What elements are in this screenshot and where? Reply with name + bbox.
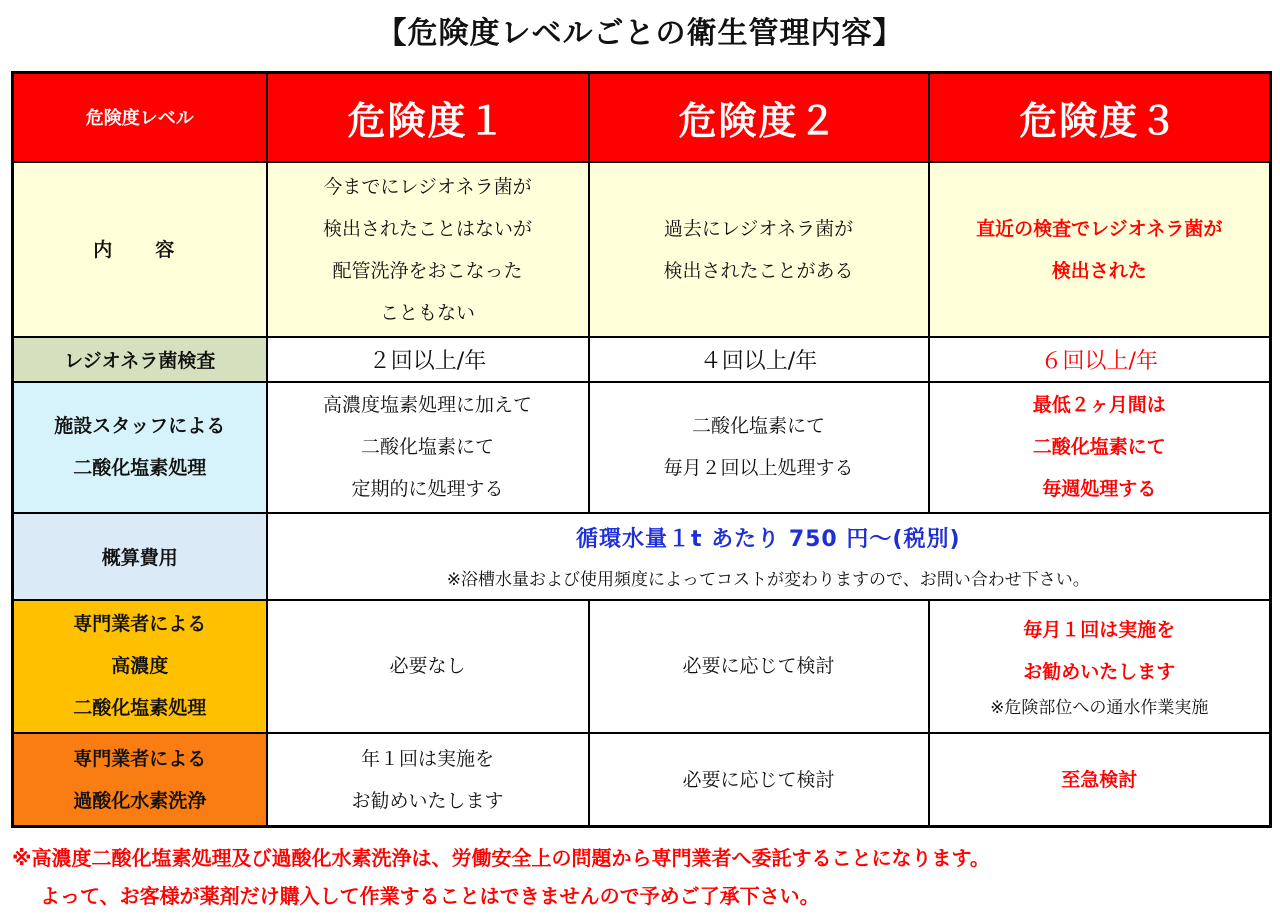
content-level-3-line: 検出された — [1051, 259, 1147, 282]
content-row-label: 内 容 — [13, 162, 267, 338]
cost-row — [13, 513, 1271, 600]
staff-level-3-line: 最低２ヶ月間は — [1032, 394, 1166, 417]
peroxide-wash-row — [13, 733, 1271, 826]
content-level-1-line: 今までにレジオネラ菌が — [323, 175, 532, 198]
header-row — [13, 73, 1271, 162]
header-label: 危険度レベル — [13, 73, 267, 162]
pro-treatment-row — [13, 600, 1271, 733]
staff-level-2-line: 毎月２回以上処理する — [663, 457, 854, 480]
content-row — [13, 162, 1271, 338]
footnote-line-2: よって、お客様が薬剤だけ購入して作業することはできませんので予めご了承下さい。 — [40, 884, 820, 908]
staff-level-1 — [267, 382, 589, 513]
pro-row-label-line: 二酸化塩素処理 — [73, 697, 207, 720]
content-level-3-line: 直近の検査でレジオネラ菌が — [976, 217, 1223, 240]
wash-level-3: 至急検討 — [929, 733, 1271, 826]
wash-level-1 — [267, 733, 589, 826]
footnote-line-1: ※高濃度二酸化塩素処理及び過酸化水素洗浄は、労働安全上の問題から専門業者へ委託することになります。 — [12, 846, 990, 870]
staff-level-3 — [929, 382, 1271, 513]
content-level-2-line: 検出されたことがある — [663, 259, 854, 282]
wash-row-label — [13, 733, 267, 826]
content-level-1 — [267, 162, 589, 338]
test-level-1: ２回以上/年 — [267, 337, 589, 381]
cost-row-label: 概算費用 — [13, 513, 267, 600]
staff-level-1-line: 二酸化塩素にて — [360, 436, 494, 459]
staff-level-2-line: 二酸化塩素にて — [691, 415, 825, 438]
legionella-test-row — [13, 337, 1271, 381]
pro-row-label-line: 高濃度 — [111, 655, 169, 678]
page-title: 【危険度レベルごとの衛生管理内容】 — [376, 16, 904, 51]
level-1-header: 危険度１ — [267, 73, 589, 162]
pro-level-3-line: 毎月１回は実施を — [1023, 619, 1176, 642]
pro-row-label — [13, 600, 267, 733]
pro-level-3-note: ※危険部位への通水作業実施 — [990, 698, 1209, 719]
staff-treatment-row — [13, 382, 1271, 513]
pro-row-label-line: 専門業者による — [73, 613, 207, 636]
level-3-header: 危険度３ — [929, 73, 1271, 162]
staff-level-2 — [589, 382, 929, 513]
staff-row-label-line: 二酸化塩素処理 — [73, 457, 207, 480]
staff-level-1-line: 定期的に処理する — [351, 478, 504, 501]
content-level-1-line: 配管洗浄をおこなった — [332, 259, 523, 282]
content-level-3 — [929, 162, 1271, 338]
pro-level-2: 必要に応じて検討 — [589, 600, 929, 733]
content-level-2 — [589, 162, 929, 338]
test-level-3: ６回以上/年 — [929, 337, 1271, 381]
test-level-2: ４回以上/年 — [589, 337, 929, 381]
content-level-1-line: 検出されたことはないが — [322, 217, 532, 240]
cost-main-text: 循環水量１t あたり 750 円～(税別) — [575, 527, 961, 553]
wash-level-1-line: 年１回は実施を — [360, 747, 494, 770]
wash-level-1-line: お勧めいたします — [351, 789, 504, 812]
test-row-label: レジオネラ菌検査 — [13, 337, 267, 381]
wash-row-label-line: 過酸化水素洗浄 — [73, 789, 207, 812]
level-2-header: 危険度２ — [589, 73, 929, 162]
cost-cell — [267, 513, 1271, 600]
pro-level-1: 必要なし — [267, 600, 589, 733]
wash-row-label-line: 専門業者による — [73, 747, 207, 770]
cost-note: ※浴槽水量および使用頻度によってコストが変わりますので、お問い合わせ下さい。 — [446, 570, 1090, 591]
content-level-1-line: こともない — [379, 301, 475, 324]
staff-row-label-line: 施設スタッフによる — [54, 415, 226, 438]
hygiene-management-table — [11, 71, 1272, 828]
staff-level-3-line: 二酸化塩素にて — [1032, 436, 1166, 459]
staff-row-label — [13, 382, 267, 513]
staff-level-3-line: 毎週処理する — [1042, 478, 1157, 501]
pro-level-3 — [929, 600, 1271, 733]
wash-level-2: 必要に応じて検討 — [589, 733, 929, 826]
pro-level-3-line: お勧めいたします — [1023, 661, 1176, 684]
content-level-2-line: 過去にレジオネラ菌が — [663, 217, 854, 240]
staff-level-1-line: 高濃度塩素処理に加えて — [322, 394, 532, 417]
